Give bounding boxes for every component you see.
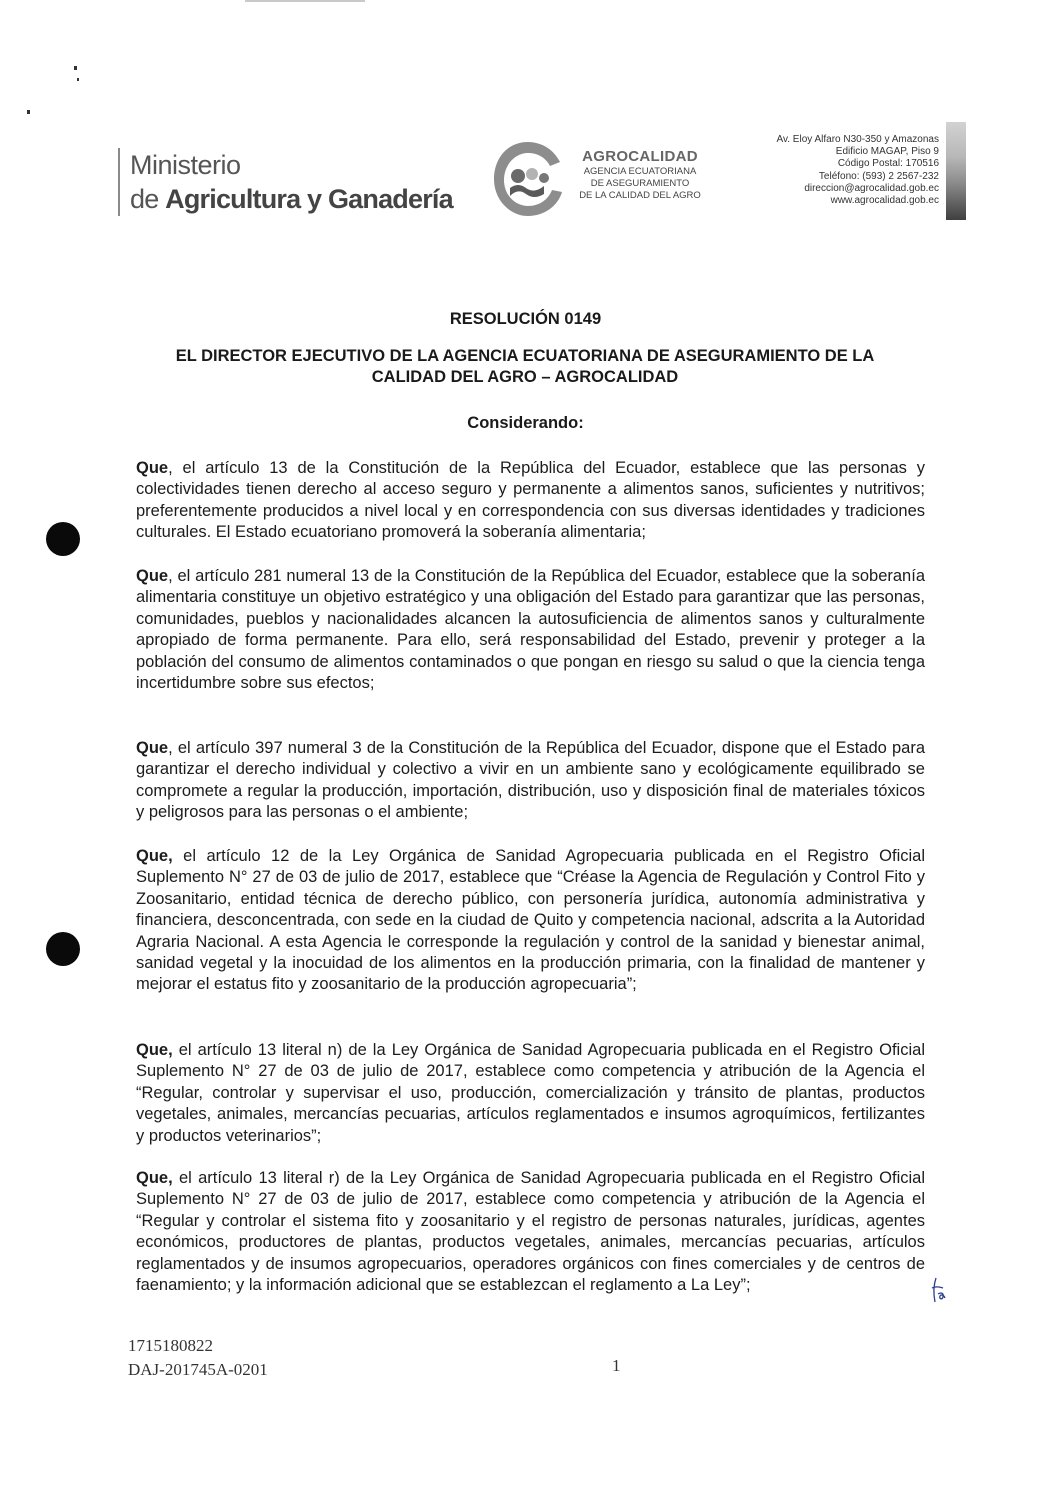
header-gray-bar [946, 122, 966, 220]
scan-speck [27, 110, 30, 114]
ministerio-line2-prefix: de [130, 184, 166, 214]
footer-reference [128, 1334, 268, 1382]
paragraph-text: , el artículo 397 numeral 3 de la Constitución de la República del Ecuador, dispone que el Estado para garantizar el derecho individual y colectivo a vivir en un ambiente sano y ecológicamente equilibrado se compromete a regular la producción, importación, distribución, uso y disposición final de materiales tóxicos y peligrosos para las personas o el ambiente; [136, 739, 925, 822]
ministerio-line1: Ministerio [130, 150, 241, 180]
address-line: Av. Eloy Alfaro N30-350 y Amazonas [776, 134, 939, 145]
scan-top-line [245, 0, 365, 2]
agrocalidad-logo-icon [488, 136, 568, 222]
ministerio-line2-bold: Agricultura y Ganadería [165, 184, 453, 214]
paragraph-text: el artículo 12 de la Ley Orgánica de Sanidad Agropecuaria publicada en el Registro Oficial Suplemento N° 27 de 03 de julio de 2017, establece que “Créase la Agencia de Regulación y Control Fito y Zoosanitario, entidad técnica de derecho público, con personería jurídica, autonomía administrativa y financiera, desconcentrada, con sede en la ciudad de Quito y competencia nacional, adscrita a la Autoridad Agraria Nacional. A esta Agencia le corresponde la regulación y control de la sanidad y bienestar animal, sanidad vegetal y la inocuidad de los alimentos en la producción primaria, con la finalidad de mantener y mejorar el estatus fito y zoosanitario de la producción agropecuaria”; [136, 847, 925, 994]
considerando-paragraph [136, 1168, 925, 1296]
paragraph-text: el artículo 13 literal r) de la Ley Orgánica de Sanidad Agropecuaria publicada en el Registro Oficial Suplemento N° 27 de 03 de julio de 2017, establece como competencia y atribución de la Agencia el “Regular y controlar el sistema fito y zoosanitario y el registro de personas naturales, jurídicas, agentes económicos, productores de plantas, productos vegetales, animales, mercancías pecuarias, artículos reglamentados y de insumos agropecuarios, operadores orgánicos con fines comerciales y de centros de faenamiento; y la información adicional que se establezcan el reglamento a La Ley”; [136, 1169, 925, 1295]
ministerio-logo [118, 148, 453, 216]
agrocalidad-wordmark [570, 148, 710, 201]
considerando-paragraph [136, 566, 925, 694]
considerando-paragraph [136, 738, 925, 824]
address-block [735, 134, 939, 207]
paragraph-text: , el artículo 281 numeral 13 de la Constitución de la República del Ecuador, establece que la soberanía alimentaria constituye un objetivo estratégico y una obligación del Estado para garantizar que las personas, comunidades, pueblos y nacionalidades alcancen la autosuficiencia de alimentos sanos y culturalmente apropiado de forma permanente. Para ello, será responsabilidad del Estado, prevenir y proteger a la población del consumo de alimentos contaminados o que pongan en riesgo su salud o que la ciencia tenga incertidumbre sobre sus efectos; [136, 567, 925, 693]
paragraph-lead: Que, [136, 1041, 173, 1059]
punch-hole [46, 932, 80, 966]
handwritten-initials-icon [928, 1276, 948, 1306]
footer-code-line2: DAJ-201745A-0201 [128, 1360, 268, 1379]
agency-name: AGROCALIDAD [582, 148, 698, 165]
paragraph-lead: Que, [136, 847, 173, 865]
address-line: Edificio MAGAP, Piso 9 [835, 146, 939, 158]
considerando-paragraph [136, 458, 925, 544]
paragraph-lead: Que [136, 739, 169, 757]
paragraph-text: el artículo 13 literal n) de la Ley Orgánica de Sanidad Agropecuaria publicada en el Registro Oficial Suplemento N° 27 de 03 de julio de 2017, establece como competencia y atribución de la Agencia el “Regular, controlar y supervisar el uso, producción, comercialización y tránsito de plantas, productos vegetales, animales, mercancías pecuarias, artículos reglamentados e insumos agroquímicos, fertilizantes y productos veterinarios”; [136, 1041, 925, 1145]
address-line: direccion@agrocalidad.gob.ec [804, 182, 939, 194]
paragraph-lead: Que [136, 459, 169, 477]
paragraph-text: , el artículo 13 de la Constitución de la República del Ecuador, establece que las personas y colectividades tienen derecho al acceso seguro y permanente a alimentos sanos, suficientes y nutritivos; preferentemente producidos a nivel local y en correspondencia con sus diversas identidades y tradiciones culturales. El Estado ecuatoriano promoverá la soberanía alimentaria; [136, 459, 925, 542]
agency-sub-2: DE ASEGURAMIENTO [590, 178, 690, 189]
agency-sub-1: AGENCIA ECUATORIANA [583, 166, 697, 177]
resolution-title: RESOLUCIÓN 0149 [449, 310, 602, 328]
considerando-paragraph [136, 1040, 925, 1147]
ministerio-line2 [130, 182, 453, 216]
page-number: 1 [612, 1356, 621, 1375]
main-title: EL DIRECTOR EJECUTIVO DE LA AGENCIA ECUATORIANA DE ASEGURAMIENTO DE LA CALIDAD DEL AGRO – AGROCALIDAD [175, 347, 875, 386]
address-line: Teléfono: (593) 2 2567-232 [818, 170, 939, 182]
paragraph-lead: Que [136, 567, 169, 585]
punch-hole [46, 522, 80, 556]
scan-speck [74, 66, 77, 70]
scan-speck [77, 78, 79, 81]
paragraph-lead: Que, [136, 1169, 173, 1187]
considerando-heading: Considerando: [467, 414, 584, 432]
agency-sub-3: DE LA CALIDAD DEL AGRO [579, 190, 701, 201]
address-line: www.agrocalidad.gob.ec [830, 195, 939, 207]
footer-code-line1: 1715180822 [128, 1336, 213, 1355]
address-line: Código Postal: 170516 [837, 158, 939, 170]
considerando-paragraph [136, 846, 925, 996]
